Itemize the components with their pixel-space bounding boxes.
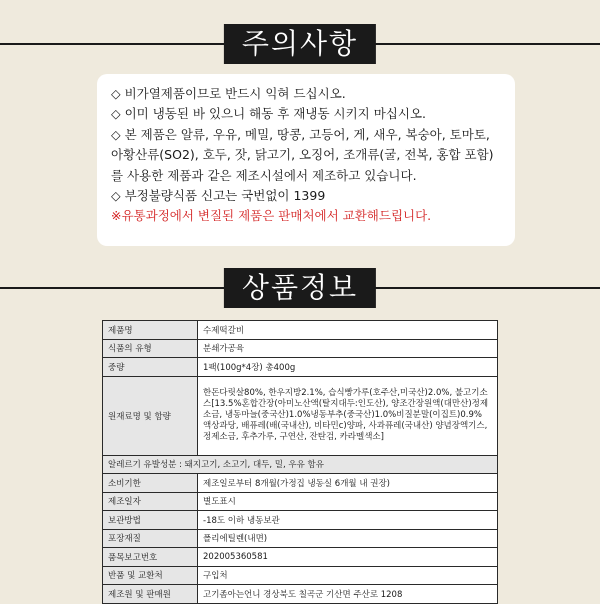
notice-item: 를 사용한 제품과 같은 제조시설에서 제조하고 있습니다. [111,167,417,183]
row-value: -18도 이하 냉동보관 [198,511,498,530]
row-value: 고기좀아는언니 경상북도 칠곡군 기산면 주산로 1208 [198,585,498,604]
table-row [103,529,498,548]
row-label: 제조원 및 판매원 [103,585,198,604]
product-section-header [0,268,600,308]
table-row [103,321,498,340]
row-value: 별도표시 [198,492,498,511]
row-label: 반품 및 교환처 [103,566,198,585]
notice-box [97,74,515,246]
row-value: 제조일로부터 8개월(가정집 냉동실 6개월 내 권장) [198,474,498,493]
row-label: 포장재질 [103,529,198,548]
notice-item: 아황산류(SO2), 호두, 잣, 닭고기, 오징어, 조개류(굴, 전복, 홍합 포함) [111,147,494,163]
ingredients-value: 한돈다릿살80%, 한우지방2.1%, 습식빵가루(호주산,미국산)2.0%, 불고기소스[13.5%혼합간장(아미노산액(탈지대두:인도산), 양조간장원액(대만산)정제소금, 냉동마늘(중국산)1.0%냉동부추(중국산)1.0%비질분말(이집트)0.9% 액상과당, 배퓨레(배(국내산), 비타민c)양파, 사과퓨레(국내산) 양념장엑기스, 정제소금, 후추가루, 구연산, 잔탄검, 카라멜색소] [198,376,498,455]
row-label: 원재료명 및 함량 [103,376,198,455]
row-value: 1팩(100g*4장) 총400g [198,358,498,377]
table-row [103,358,498,377]
row-label: 소비기한 [103,474,198,493]
table-row [103,511,498,530]
row-value: 202005360581 [198,548,498,567]
table-row [103,566,498,585]
notice-item: ◇ 이미 냉동된 바 있으니 해동 후 재냉동 시키지 마십시오. [111,106,426,122]
exchange-notice: ※유통과정에서 변질된 제품은 판매처에서 교환해드립니다. [111,208,432,224]
notice-item: ◇ 비가열제품이므로 반드시 익혀 드십시오. [111,86,346,101]
row-value: 폴리에틸렌(내면) [198,529,498,548]
row-label: 식품의 유형 [103,339,198,358]
row-value: 구입처 [198,566,498,585]
allergy-row [103,455,498,474]
notice-section-header [0,24,600,64]
row-label: 중량 [103,358,198,377]
table-row [103,492,498,511]
table-row [103,376,498,455]
table-row [103,585,498,604]
product-info-table [102,320,498,604]
row-label: 제품명 [103,321,198,340]
table-row [103,474,498,493]
notice-title: 주의사항 [224,24,376,64]
row-label: 보관방법 [103,511,198,530]
product-title: 상품정보 [224,268,376,308]
row-value: 분쇄가공육 [198,339,498,358]
row-label: 제조일자 [103,492,198,511]
notice-item: ◇ 본 제품은 알류, 우유, 메밀, 땅콩, 고등어, 게, 새우, 복숭아, 토마토, [111,126,490,142]
notice-item: ◇ 부정불량식품 신고는 국번없이 1399 [111,188,326,204]
table-row [103,548,498,567]
table-row [103,339,498,358]
row-label: 품목보고번호 [103,548,198,567]
row-value: 수제떡갈비 [198,321,498,340]
allergy-info: 알레르기 유발성분 : 돼지고기, 소고기, 대두, 밀, 우유 함유 [103,455,498,474]
